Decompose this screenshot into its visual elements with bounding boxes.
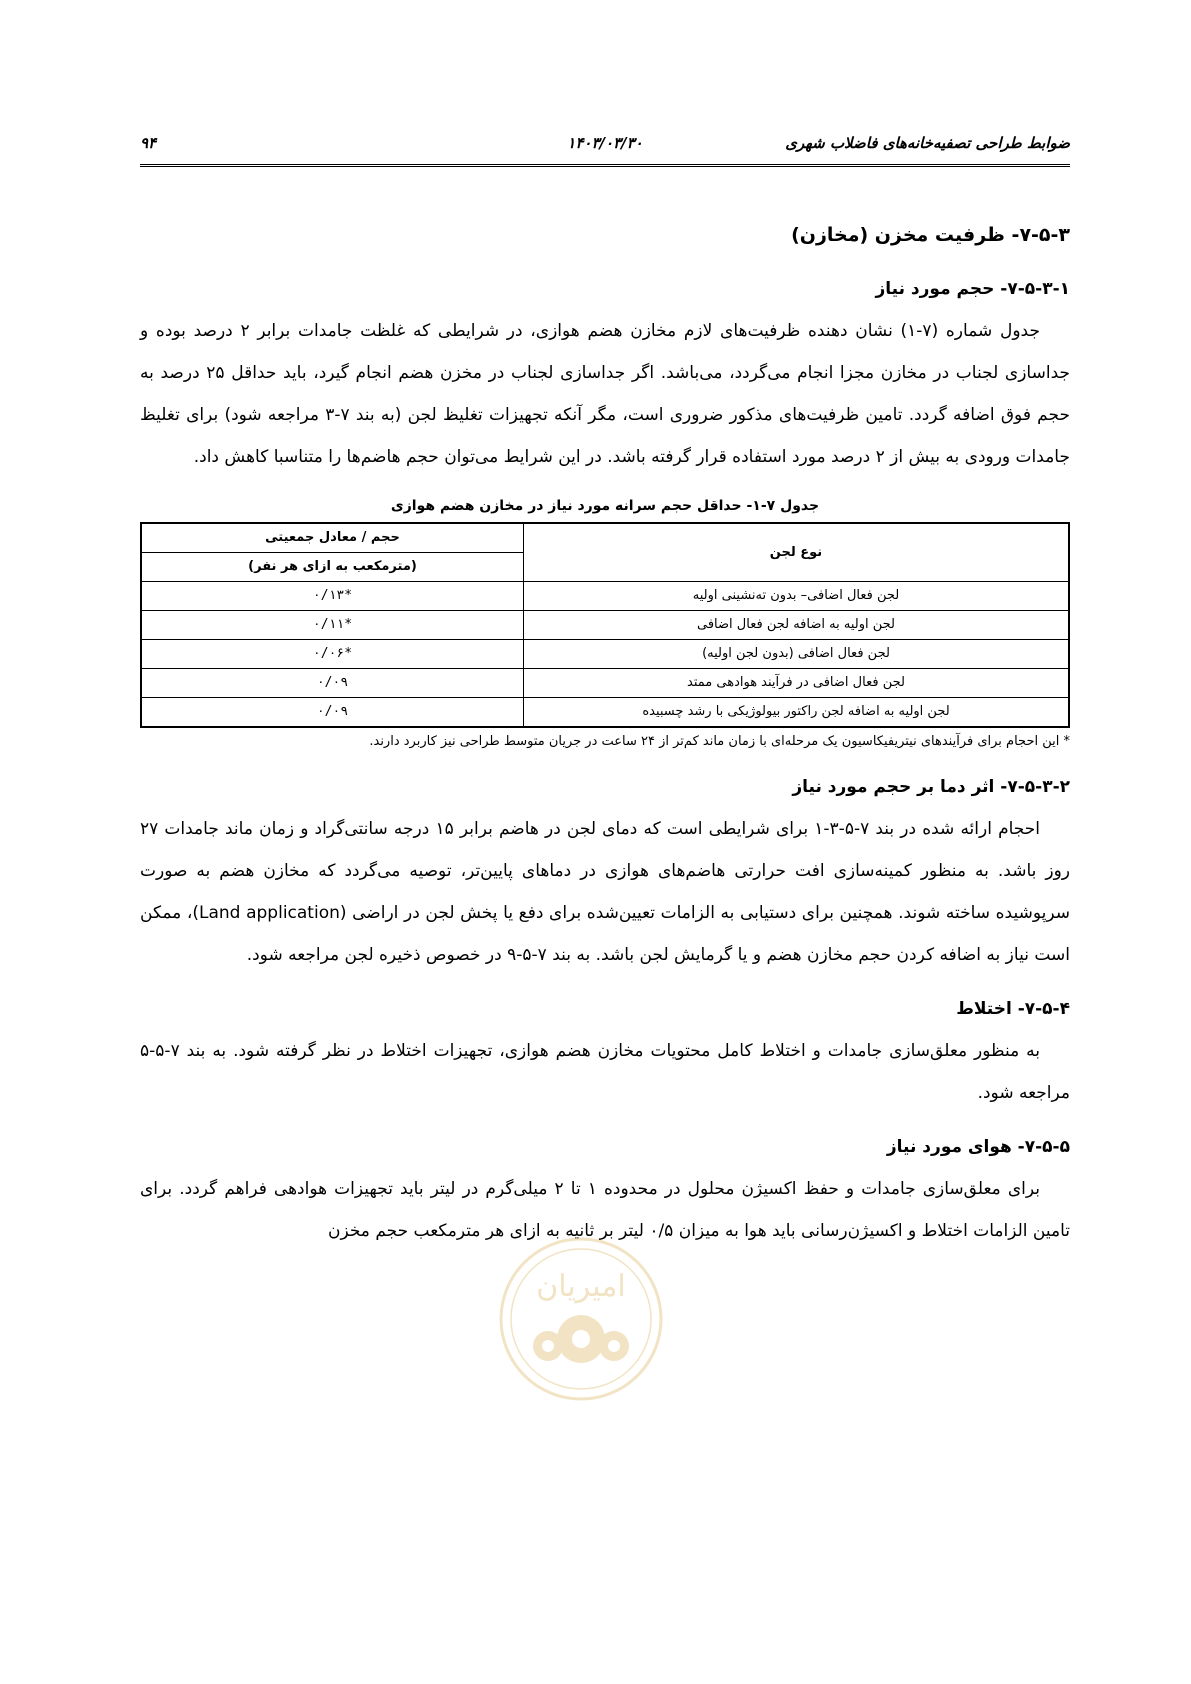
subsection-heading-required-volume: ۷-۵-۳-۱- حجم مورد نیاز	[875, 279, 1070, 299]
running-title: ضوابط طراحی تصفیه‌خانه‌های فاضلاب شهری	[785, 134, 1070, 152]
cell-volume: ۰/۰۹	[141, 698, 524, 728]
cell-volume: *۰/۱۱	[141, 611, 524, 640]
section-heading-capacity: ۷-۵-۳- ظرفیت مخزن (مخازن)	[791, 224, 1070, 246]
table-row	[141, 698, 1069, 728]
seal-text: امیریان	[536, 1269, 626, 1304]
section-heading-air-required: ۷-۵-۵- هوای مورد نیاز	[886, 1137, 1070, 1157]
column-header-volume: حجم / معادل جمعیتی	[141, 523, 524, 553]
paragraph-temperature: احجام ارائه شده در بند ۷-۵-۳-۱ برای شرایطی است که دمای لجن در هاضم برابر ۱۵ درجه سانتی‌گراد و زمان ماند جامدات ۲۷ روز باشد. به منظور کمینه‌سازی افت حرارتی هاضم‌های هوازی در دماهای پایین‌تر، توصیه می‌گردد که مخازن هضم به صورت سرپوشیده ساخته شوند. همچنین برای دستیابی به الزامات تعیین‌شده برای دفع یا پخش لجن در اراضی (Land application)، ممکن است نیاز به اضافه کردن حجم مخازن هضم و یا گرمایش لجن باشد. به بند ۷-۵-۹ در خصوص ذخیره لجن مراجعه شود.	[140, 819, 1070, 965]
cell-volume: *۰/۱۳	[141, 582, 524, 611]
cell-sludge-type: لجن اولیه به اضافه لجن راکتور بیولوژیکی با رشد چسبیده	[524, 698, 1070, 728]
cell-sludge-type: لجن اولیه به اضافه لجن فعال اضافی	[524, 611, 1070, 640]
paragraph-mixing: به منظور معلق‌سازی جامدات و اختلاط کامل محتویات مخازن هضم هوازی، تجهیزات اختلاط در نظر گرفته شود. به بند ۷-۵-۵ مراجعه شود.	[140, 1041, 1070, 1103]
cell-sludge-type: لجن فعال اضافی در فرآیند هوادهی ممتد	[524, 669, 1070, 698]
table-header-row	[141, 523, 1069, 553]
column-header-volume-unit: (مترمکعب به ازای هر نفر)	[141, 553, 524, 582]
table-row	[141, 669, 1069, 698]
publisher-seal-icon	[496, 1234, 666, 1404]
cell-volume: *۰/۰۶	[141, 640, 524, 669]
cell-sludge-type: لجن فعال اضافی (بدون لجن اولیه)	[524, 640, 1070, 669]
page-number: ۹۴	[140, 134, 157, 152]
page-header	[140, 130, 1070, 167]
table-caption: جدول ۷-۱- حداقل حجم سرانه مورد نیاز در مخازن هضم هوازی	[390, 498, 820, 514]
cell-sludge-type: لجن فعال اضافی– بدون ته‌نشینی اولیه	[524, 582, 1070, 611]
table-row	[141, 582, 1069, 611]
column-header-sludge-type: نوع لجن	[524, 523, 1070, 582]
table-row	[141, 611, 1069, 640]
header-date: ۱۴۰۳/۰۳/۳۰	[567, 134, 643, 152]
cell-volume: ۰/۰۹	[141, 669, 524, 698]
table-row	[141, 640, 1069, 669]
document-body	[140, 214, 1070, 1252]
table-footnote: * این احجام برای فرآیندهای نیتریفیکاسیون یک مرحله‌ای با زمان ماند کم‌تر از ۲۴ ساعت در جریان متوسط طراحی نیز کاربرد دارند.	[369, 734, 1070, 749]
table-block	[140, 494, 1070, 754]
section-heading-mixing: ۷-۵-۴- اختلاط	[956, 999, 1070, 1019]
paragraph-air-required: برای معلق‌سازی جامدات و حفظ اکسیژن محلول در محدوده ۱ تا ۲ میلی‌گرم در لیتر باید تجهیزات هوادهی فراهم گردد. برای تامین الزامات اختلاط و اکسیژن‌رسانی باید هوا به میزان ۰/۵ لیتر بر ثانیه به ازای هر مترمکعب حجم مخزن	[140, 1179, 1070, 1241]
volume-table	[140, 522, 1070, 728]
paragraph-required-volume: جدول شماره (۷-۱) نشان دهنده ظرفیت‌های لازم مخازن هضم هوازی، در شرایطی که غلظت جامدات برابر ۲ درصد بوده و جداسازی لجناب در مخازن مجزا انجام می‌گردد، می‌باشد. اگر جداسازی لجناب در مخزن هضم انجام گیرد، باید حداقل ۲۵ درصد به حجم فوق اضافه گردد. تامین ظرفیت‌های مذکور ضروری است، مگر آنکه تجهیزات تغلیظ لجن (به بند ۷-۳ مراجعه شود) برای تغلیظ جامدات ورودی به بیش از ۲ درصد مورد استفاده قرار گرفته باشد. در این شرایط می‌توان حجم هاضم‌ها را متناسبا کاهش داد.	[140, 321, 1071, 467]
subsection-heading-temperature: ۷-۵-۳-۲- اثر دما بر حجم مورد نیاز	[792, 777, 1070, 797]
